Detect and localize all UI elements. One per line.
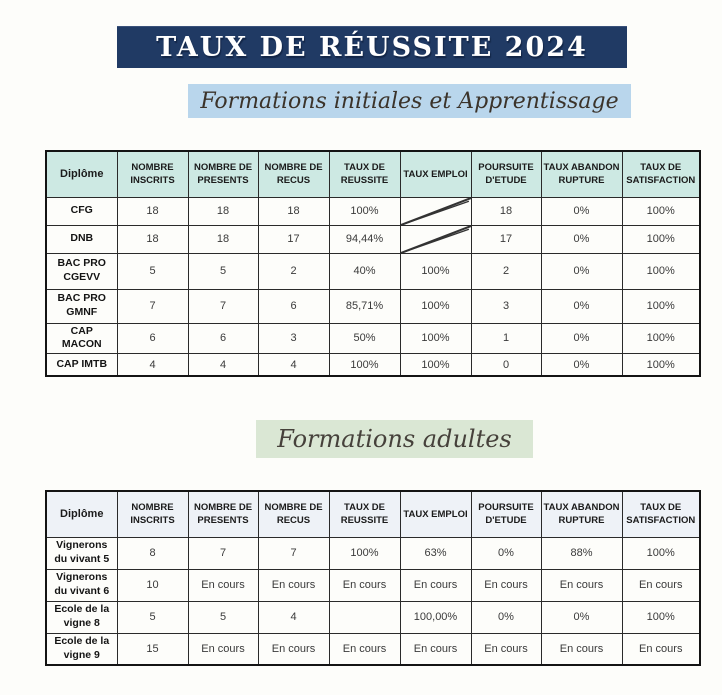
value-cell: En cours — [400, 633, 471, 665]
na-cell — [400, 225, 471, 253]
section-title-initiales: Formations initiales et Apprentissage — [200, 88, 619, 114]
value-cell: En cours — [258, 633, 329, 665]
value-cell: 100% — [400, 323, 471, 353]
value-cell: 18 — [188, 197, 258, 225]
value-cell: 100% — [622, 225, 700, 253]
value-cell: 17 — [471, 225, 541, 253]
value-cell: En cours — [541, 569, 622, 601]
value-cell: 7 — [188, 289, 258, 323]
column-header-diplome: Diplôme — [46, 491, 117, 537]
value-cell: 100% — [400, 289, 471, 323]
column-header-emploi: TAUX EMPLOI — [400, 151, 471, 197]
table-row-cap-imtb — [46, 353, 700, 376]
value-cell: En cours — [471, 569, 541, 601]
value-cell: 3 — [258, 323, 329, 353]
value-cell: 100% — [329, 197, 400, 225]
value-cell: 0% — [541, 197, 622, 225]
column-header-abandon: TAUX ABANDON RUPTURE — [541, 151, 622, 197]
table-row-dnb — [46, 225, 700, 253]
column-header-presents: NOMBRE DE PRESENTS — [188, 151, 258, 197]
value-cell: 100,00% — [400, 601, 471, 633]
diploma-cell: BAC PRO GMNF — [46, 289, 117, 323]
column-header-reussite: TAUX DE REUSSITE — [329, 151, 400, 197]
value-cell: 100% — [622, 323, 700, 353]
value-cell: 0% — [541, 601, 622, 633]
value-cell: En cours — [258, 569, 329, 601]
value-cell: 94,44% — [329, 225, 400, 253]
value-cell: 0% — [541, 353, 622, 376]
page-title: TAUX DE RÉUSSITE 2024 — [156, 31, 588, 63]
value-cell: En cours — [188, 569, 258, 601]
column-header-recus: NOMBRE DE RECUS — [258, 491, 329, 537]
diploma-cell: CAP IMTB — [46, 353, 117, 376]
value-cell: 0 — [471, 353, 541, 376]
value-cell: 0% — [541, 225, 622, 253]
table-row-bacpro-gmnf — [46, 289, 700, 323]
table-header-row — [46, 151, 700, 197]
section-banner-adultes — [256, 420, 533, 458]
value-cell: 0% — [541, 253, 622, 289]
value-cell: 4 — [117, 353, 188, 376]
value-cell: En cours — [471, 633, 541, 665]
value-cell: 50% — [329, 323, 400, 353]
table-row-ecole-vigne-8 — [46, 601, 700, 633]
value-cell: En cours — [188, 633, 258, 665]
value-cell: 4 — [258, 353, 329, 376]
table-row-cfg — [46, 197, 700, 225]
diploma-cell: Vignerons du vivant 6 — [46, 569, 117, 601]
value-cell: 15 — [117, 633, 188, 665]
table-row-ecole-vigne-9 — [46, 633, 700, 665]
formations-initiales-table — [45, 150, 701, 377]
diploma-cell: CAP MACON — [46, 323, 117, 353]
value-cell: 100% — [400, 253, 471, 289]
value-cell: 18 — [258, 197, 329, 225]
na-cell — [400, 197, 471, 225]
value-cell: 5 — [117, 253, 188, 289]
column-header-presents: NOMBRE DE PRESENTS — [188, 491, 258, 537]
diploma-cell: DNB — [46, 225, 117, 253]
value-cell: 88% — [541, 537, 622, 569]
value-cell: 63% — [400, 537, 471, 569]
value-cell: En cours — [541, 633, 622, 665]
value-cell: 100% — [622, 253, 700, 289]
value-cell: 100% — [329, 353, 400, 376]
diploma-cell: Ecole de la vigne 8 — [46, 601, 117, 633]
value-cell: 0% — [541, 289, 622, 323]
value-cell: 18 — [188, 225, 258, 253]
value-cell: 6 — [258, 289, 329, 323]
value-cell: 100% — [622, 289, 700, 323]
value-cell: 100% — [622, 601, 700, 633]
value-cell: 10 — [117, 569, 188, 601]
value-cell: En cours — [329, 569, 400, 601]
value-cell: 100% — [400, 353, 471, 376]
value-cell: En cours — [329, 633, 400, 665]
value-cell: 7 — [188, 537, 258, 569]
column-header-satisfaction: TAUX DE SATISFACTION — [622, 151, 700, 197]
table-header-row — [46, 491, 700, 537]
diploma-cell: BAC PRO CGEVV — [46, 253, 117, 289]
section-banner-initiales — [188, 84, 631, 118]
value-cell: 6 — [188, 323, 258, 353]
value-cell: 0% — [471, 601, 541, 633]
value-cell: En cours — [400, 569, 471, 601]
column-header-inscrits: NOMBRE INSCRITS — [117, 151, 188, 197]
value-cell: 7 — [117, 289, 188, 323]
table-row-vignerons-6 — [46, 569, 700, 601]
value-cell: 85,71% — [329, 289, 400, 323]
value-cell: En cours — [622, 569, 700, 601]
value-cell: 0% — [541, 323, 622, 353]
value-cell: 4 — [258, 601, 329, 633]
diploma-cell: Ecole de la vigne 9 — [46, 633, 117, 665]
value-cell: 2 — [471, 253, 541, 289]
value-cell: 100% — [622, 353, 700, 376]
value-cell: 1 — [471, 323, 541, 353]
value-cell — [329, 601, 400, 633]
column-header-etude: POURSUITE D'ETUDE — [471, 151, 541, 197]
value-cell: 5 — [117, 601, 188, 633]
diploma-cell: CFG — [46, 197, 117, 225]
column-header-emploi: TAUX EMPLOI — [400, 491, 471, 537]
value-cell: 5 — [188, 601, 258, 633]
value-cell: 7 — [258, 537, 329, 569]
diagonal-slash-icon — [401, 198, 471, 225]
column-header-diplome: Diplôme — [46, 151, 117, 197]
formations-adultes-table — [45, 490, 701, 666]
diploma-cell: Vignerons du vivant 5 — [46, 537, 117, 569]
value-cell: 18 — [117, 197, 188, 225]
table-row-vignerons-5 — [46, 537, 700, 569]
value-cell: 5 — [188, 253, 258, 289]
value-cell: 100% — [622, 537, 700, 569]
table-row-bacpro-cgevv — [46, 253, 700, 289]
column-header-inscrits: NOMBRE INSCRITS — [117, 491, 188, 537]
column-header-recus: NOMBRE DE RECUS — [258, 151, 329, 197]
value-cell: En cours — [622, 633, 700, 665]
value-cell: 17 — [258, 225, 329, 253]
value-cell: 18 — [471, 197, 541, 225]
value-cell: 100% — [329, 537, 400, 569]
table-row-cap-macon — [46, 323, 700, 353]
column-header-etude: POURSUITE D'ETUDE — [471, 491, 541, 537]
value-cell: 100% — [622, 197, 700, 225]
value-cell: 18 — [117, 225, 188, 253]
column-header-reussite: TAUX DE REUSSITE — [329, 491, 400, 537]
value-cell: 8 — [117, 537, 188, 569]
value-cell: 6 — [117, 323, 188, 353]
value-cell: 2 — [258, 253, 329, 289]
diagonal-slash-icon — [401, 226, 471, 253]
column-header-satisfaction: TAUX DE SATISFACTION — [622, 491, 700, 537]
page-title-banner — [117, 26, 627, 68]
value-cell: 4 — [188, 353, 258, 376]
column-header-abandon: TAUX ABANDON RUPTURE — [541, 491, 622, 537]
value-cell: 0% — [471, 537, 541, 569]
value-cell: 40% — [329, 253, 400, 289]
section-title-adultes: Formations adultes — [277, 425, 512, 453]
value-cell: 3 — [471, 289, 541, 323]
